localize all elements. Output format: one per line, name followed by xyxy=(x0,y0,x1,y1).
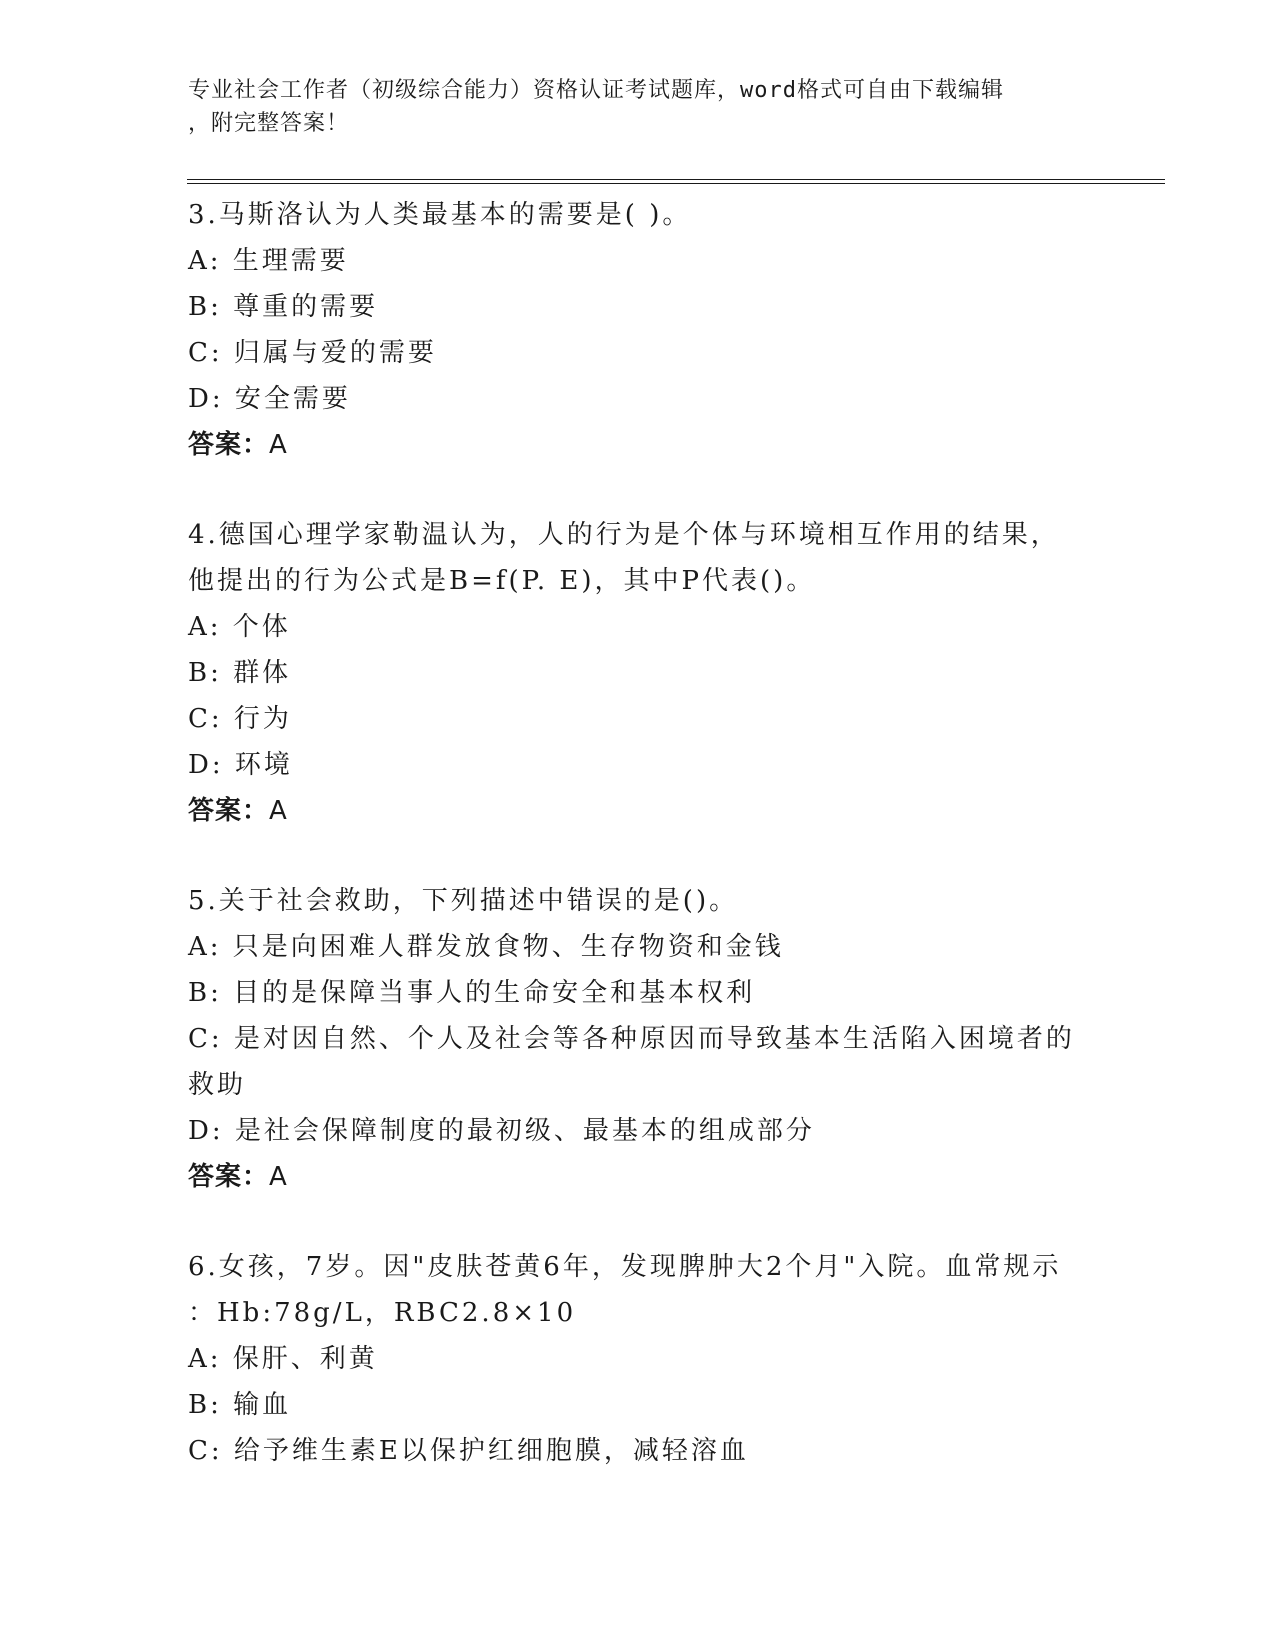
header-line-1: 专业社会工作者（初级综合能力）资格认证考试题库，word格式可自由下载编辑 xyxy=(188,78,1004,103)
option-c: C: 给予维生素E以保护红细胞膜，减轻溶血 xyxy=(188,1436,749,1466)
option-b: B: 输血 xyxy=(188,1390,292,1420)
header-divider-top xyxy=(187,179,1165,180)
answer-line xyxy=(188,422,1088,468)
question-5 xyxy=(188,878,1088,1200)
answer-value: A xyxy=(269,1162,288,1192)
document-header xyxy=(188,74,1088,140)
question-stem-continued: 他提出的行为公式是B=f(P. E)，其中P代表()。 xyxy=(188,566,816,596)
option-c-continued: 救助 xyxy=(188,1070,247,1100)
question-stem: 5.关于社会救助，下列描述中错误的是()。 xyxy=(188,886,739,916)
option-c: C: 行为 xyxy=(188,704,292,734)
option-a: A: 生理需要 xyxy=(188,246,349,276)
option-b: B: 尊重的需要 xyxy=(188,292,379,322)
option-d: D: 环境 xyxy=(188,750,293,780)
option-b: B: 目的是保障当事人的生命安全和基本权利 xyxy=(188,978,756,1008)
question-4 xyxy=(188,512,1088,834)
answer-label: 答案： xyxy=(188,430,270,460)
option-c: C: 归属与爱的需要 xyxy=(188,338,437,368)
header-line-2: ，附完整答案！ xyxy=(188,111,350,136)
answer-label: 答案： xyxy=(188,1162,270,1192)
option-a: A: 个体 xyxy=(188,612,291,642)
option-c: C: 是对因自然、个人及社会等各种原因而导致基本生活陷入困境者的 xyxy=(188,1024,1075,1054)
question-list xyxy=(188,192,1088,1518)
question-3 xyxy=(188,192,1088,468)
answer-value: A xyxy=(269,430,288,460)
option-a: A: 只是向困难人群发放食物、生存物资和金钱 xyxy=(188,932,784,962)
answer-value: A xyxy=(269,796,288,826)
answer-line xyxy=(188,1154,1088,1200)
question-stem: 4.德国心理学家勒温认为，人的行为是个体与环境相互作用的结果， xyxy=(188,520,1060,550)
question-stem: 6.女孩，7岁。因"皮肤苍黄6年，发现脾肿大2个月"入院。血常规示 xyxy=(188,1252,1062,1282)
answer-line xyxy=(188,788,1088,834)
question-stem: 3.马斯洛认为人类最基本的需要是( )。 xyxy=(188,200,692,230)
question-stem-continued: ：Hb:78g/L，RBC2.8×10 xyxy=(188,1298,577,1328)
header-divider-bottom xyxy=(187,183,1165,184)
question-6 xyxy=(188,1244,1088,1474)
option-d: D: 是社会保障制度的最初级、最基本的组成部分 xyxy=(188,1116,815,1146)
option-d: D: 安全需要 xyxy=(188,384,351,414)
answer-label: 答案： xyxy=(188,796,270,826)
option-b: B: 群体 xyxy=(188,658,292,688)
option-a: A: 保肝、利黄 xyxy=(188,1344,378,1374)
